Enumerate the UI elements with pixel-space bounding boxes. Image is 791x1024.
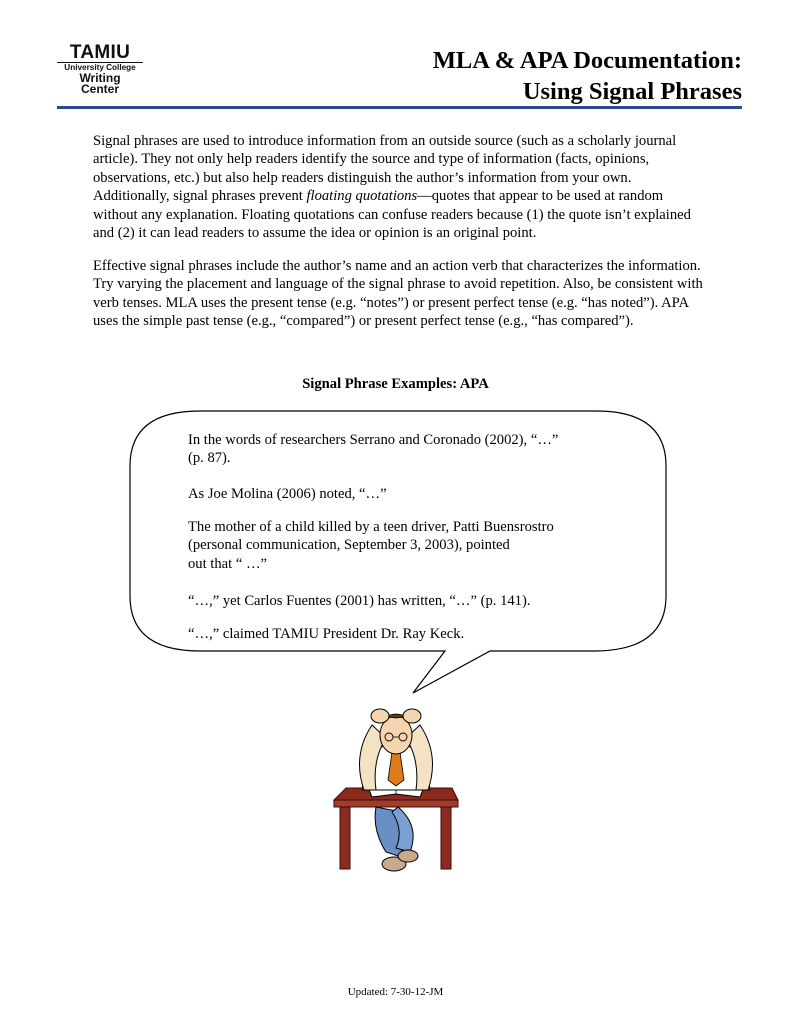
example-3-line-1: The mother of a child killed by a teen driver, Patti Buensrostro — [188, 519, 554, 535]
logo-center: Center — [80, 82, 119, 96]
student-cartoon-icon — [334, 709, 458, 871]
logo-writing: Writing — [79, 71, 121, 85]
example-2-line-1: As Joe Molina (2006) noted, “…” — [188, 486, 387, 502]
footer-updated: Updated: 7-30-12-JM — [347, 986, 444, 998]
example-2 — [188, 485, 608, 503]
example-3 — [188, 518, 608, 573]
example-1-line-2: (p. 87). — [188, 450, 231, 467]
examples-heading: Signal Phrase Examples: APA — [302, 376, 489, 392]
intro-text-before: Signal phrases are used to introduce information from an outside source (such as a scholarly journal article). They not only help readers identify the source and type of information (facts, opinions, observations, etc.) but also help readers distinguish the author’s information from your own. Additionally, signal phrases prevent — [93, 133, 677, 205]
intro-text-after: —quotes that appear to be used at random without any explanation. Floating quotations can confuse readers because (1) the quote isn’t explained and (2) it can lead readers to assume the idea or opinion is an original point. — [93, 188, 691, 242]
intro-emphasis: floating quotations — [306, 188, 418, 205]
example-3-line-3: out that “ …” — [188, 555, 268, 572]
example-3-line-2: (personal communication, September 3, 2003), pointed — [188, 537, 510, 554]
example-1-line-1: In the words of researchers Serrano and Coronado (2002), “…” — [188, 432, 559, 448]
example-1 — [188, 431, 608, 468]
example-4 — [188, 592, 608, 610]
logo-university-college: University College — [57, 62, 143, 73]
signal-phrase-paragraph: Effective signal phrases include the author’s name and an action verb that characterizes the information. Try varying the placement and language of the signal phrase to avoid repetition. Also, be consistent with verb tenses. MLA uses the present tense (e.g. “notes”) or present perfect tense (e.g. “has noted”). APA uses the simple past tense (e.g., “compared”) or present perfect tense (e.g., “has compared”). — [93, 258, 703, 330]
page-title-line-2: Using Signal Phrases — [522, 78, 742, 105]
example-5 — [188, 625, 608, 643]
example-4-line-1: “…,” yet Carlos Fuentes (2001) has written, “…” (p. 141). — [188, 593, 531, 609]
example-5-line-1: “…,” claimed TAMIU President Dr. Ray Keck. — [188, 626, 465, 642]
page-title-line-1: MLA & APA Documentation: — [432, 47, 742, 74]
logo-tamiu: TAMIU — [69, 42, 131, 63]
